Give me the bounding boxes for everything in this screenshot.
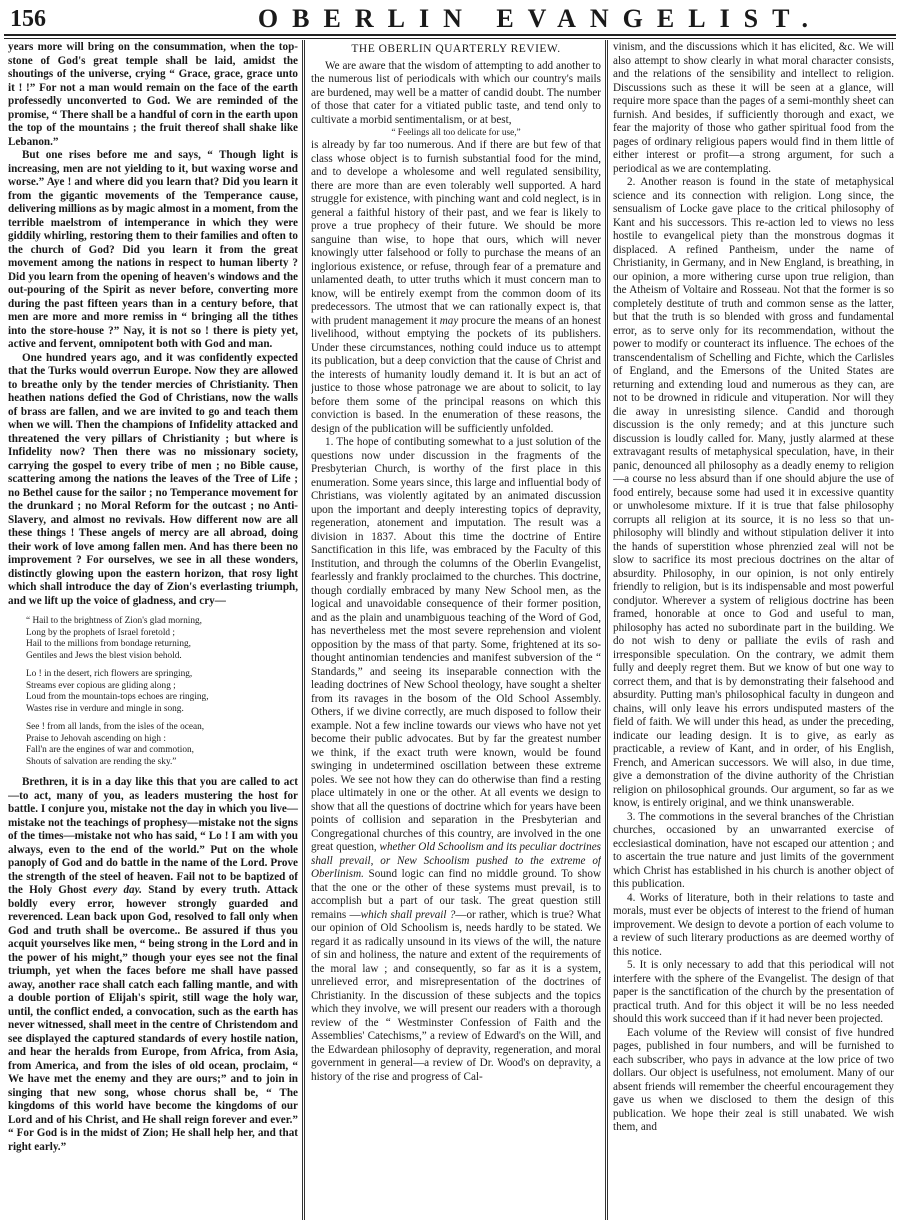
header-rule xyxy=(4,34,896,36)
column-middle xyxy=(311,41,601,1219)
epigraph: “ Feelings all too delicate for use,” xyxy=(391,128,521,138)
article-title: THE OBERLIN QUARTERLY REVIEW. xyxy=(351,43,561,55)
poem-line: Long by the prophets of Israel foretold ; xyxy=(26,627,175,638)
paragraph: But one rises before me and says, “ Though light is increasing, men are not yielding to it, but waxing worse and worse.” Aye ! and where did you learn that? Did you learn it from the gigantic movements of the Temperance cause, delivering millions as by magic almost in a moment, from the terrible maelstrom of intemperance in which they were giddily whirling, restoring them to their families and often to the church of God? Did you learn it from the great movement among the nations in respect to human liberty ? Did you learn from the opening of heaven's windows and the out-pouring of the Spirit as never before, converting more during the past fifteen years than in a century before, that men are more and more remiss in “ bringing all the tithes into the store-house ?” Nay, it is not so ! there is piety yet, active and fervent, omnipotent both with God and man. xyxy=(8,149,298,350)
column-divider xyxy=(605,40,608,1220)
column-divider xyxy=(302,40,305,1220)
page-number: 156 xyxy=(10,6,46,32)
paragraph: 2. Another reason is found in the state of metaphysical science and its connection with religion. Long since, the sensualism of Locke gave place to the critical philosophy of Kant and his successors. This re-action led to views no less hostile to evangelical piety than the monstrous dogmas it displaced. A refined Pantheism, under the name of Christianity, in Germany, and in New England, is breathing, in our opinion, a more withering curse upon true religion, than the Atheism of Voltaire and Rosseau. Not that the former is so completely destitute of truth and common sense as the latter, but that the truth is so blended with gross and fundamental error, as to serve only for its recommendation, without the power to modify or counteract its influence. The echoes of the transcendentalism of Schelling and Fichte, which the Carlisles of England, and the Emersons of the United States are returning and extending loud and numerous as they can, are not to be drowned in ridicule and vituperation. Nor will they die away in unresisting silence. Candid and thorough discussion is the only remedy; and at this juncture such discussion is loudly called for. Many, justly alarmed at these extravagant results of metaphysical speculation, have, in their panic, denounced all philosophy as a deadly enemy to religion—a course no less absurd than if one should abjure the use of food entirely, because some had used it in excessive quantity or unwholesome mixture. If it is true that false philosophy corrupts all religion at its source, it is no less so that un-philosophy will blindly and without stipulation deliver it into the hands of superstition whose phrenzied zeal will not be slow to sacrifice its most precious doctrines on the altar of absurdity. Philosophy, in our opinion, is not only entirely friendly to religion, but is its indispensable and most powerful condjutor. Wherever a system of religious doctrine has been framed, honorable at once to God and useful to man, philosophy has acted no subordinate part in the building. We do not wish to deny or palliate the evils of rash and irresponsible speculation. On the contrary, we admit them fully and deeply regret them. But we know of but one way to correct them, and that is by demonstrating their falsehood and absurdity. Putting man's philosophical faculty in dungeon and chains, will only leave his errors undisputed masters of the field of faith. We will under this head, as under the preceding, indicate our leading design. It is to give, as early as practicable, a review of Kant, and in order, of his English, French, and American successors. We will also, in due time, give a demonstration of the divine authority of the Christian religion on philosophical grounds. Our argument, so far as we know, is entirely original, and we think unanswerable. xyxy=(613,176,894,809)
paragraph: We are aware that the wisdom of attempting to add another to the numerous list of periodicals with which our country's mails are burdened, may well be a matter of candid doubt. The number of those that cater for a vitiated public taste, and tend only to cultivate a morbid sentimentalism, or at best, xyxy=(311,59,601,126)
poem-line: Shouts of salvation are rending the sky.” xyxy=(26,756,177,767)
poem-stanza xyxy=(26,722,298,768)
poem-stanza xyxy=(26,669,298,715)
poem-stanza xyxy=(26,616,298,662)
poem-line: See ! from all lands, from the isles of the ocean, xyxy=(26,722,205,732)
poem-line: Streams ever copious are gliding along ; xyxy=(26,680,176,691)
poem-line: Wastes rise in verdure and mingle in song. xyxy=(26,703,184,714)
poem-line: Lo ! in the desert, rich flowers are springing, xyxy=(26,669,193,679)
poem-line: Loud from the mountain-tops echoes are ringing, xyxy=(26,692,209,702)
paragraph: years more will bring on the consummation, when the top-stone of God's great temple shall be laid, amidst the shoutings of the universe, crying “ Grace, grace, grace unto it ! !” For not a man would remain on the face of the earth professedly unconverted to God. We are reminded of the promise, “ There shall be a handful of corn in the earth upon the top of the mountains ; the fruit thereof shall shake like Lebanon.” xyxy=(8,41,298,148)
paragraph: Each volume of the Review will consist of five hundred pages, published in four numbers, and will be furnished to each subscriber, who pays in advance at the low price of two dollars. Our object is usefulness, not emolument. Many of our absent friends will remember the cheerful encouragement they gave us when we disclosed to them the design of this publication. We hope their zeal is still unabated. We wish them, and xyxy=(613,1026,894,1133)
page-header xyxy=(0,0,900,36)
hymn-quotation xyxy=(26,616,298,768)
paragraph: Brethren, it is in a day like this that you are called to act—to act, many of you, as leaders mustering the host for battle. I conjure you, mistake not the day in which you live—mistake not the teachings of prophesy—mistake not the signs of the times—mistake not who has said, “ Lo ! I am with you always, even to the end of the world.” Put on the whole panoply of God and do battle in the name of the Lord. Prove the strength of the steel of heaven. Fail not to be baptized of the Holy Ghost every day. Stand by every truth. Attack boldly every error, however strongly guarded and reverenced. Lean back upon God, resolved to fall only when God and truth shall be overcome.. Be assured if thus you acquit yourselves like men, “ being strong in the Lord and in the power of his might,” though your eyes see not the final triumph, yet when the faces before me shall have passed away, another race shall catch each falling mantle, and with a double portion of Elijah's spirit, still wage the holy war, until, the conflict ended, a convocation, such as the earth has never witnessed, shall meet in the centre of Christendom and see displayed the captured standards of every hostile nation, and hear the heralds from Europe, from Africa, from Asia, from America, and from the isles of old ocean, proclaim, “ We have met the enemy and they are ours;” and to join in singing that new song, whose chorus shall be, “ The kingdoms of this world have become the kingdoms of our Lord and of his Christ, and He shall reign forever and ever.” “ For God is in the midst of Zion; He shall help her, and that right early.” xyxy=(8,776,298,1153)
header-rule-thin xyxy=(4,38,896,39)
paragraph: is already by far too numerous. And if there are but few of that class whose object is to furnish substantial food for the mind, and to develope a wholesome and well regulated sensibility, there are more than are even tolerably well supported. A hard struggle for existence, with pinching want and cold neglect, is in general a faithful history of their past, and we fear is likely to prove a true prophecy of their future. We should be more sanguine than wise, to hope that ours, which will never knowingly utter falsehood or folly to purchase the means of an inglorious existence, or refuse, through fear of a premature and unlamented death, to utter truths which it must concern man to know, will be entirely exempt from the common doom of its predecessors. The utmost that we can rationally expect is, that with prudent management it may procure the means of an honest livelihood, without emptying the pockets of its publishers. Under these circumstances, nothing could induce us to attempt its publication, but a deep conviction that the cause of Christ and the interests of humanity loudly demand it. It is but an act of justice to those whose patronage we are about to solicit, to lay before them some of the principal reasons on which this conviction is based. In the enumeration of these reasons, the design of the publication will be sufficiently unfolded. xyxy=(311,139,601,435)
paragraph: 5. It is only necessary to add that this periodical will not interfere with the sphere of the Evangelist. The design of that paper is the sanctification of the church by the presentation of practical truth. And for this object it will be no less needed should this work succeed than if it had never been projected. xyxy=(613,959,894,1025)
paragraph: 3. The commotions in the several branches of the Christian churches, occasioned by an unwarranted exercise of ecclesiastical domination, have not escaped our attention ; and to ascertain the true nature and just limits of the government which Christ has established in his church is another object of this publication. xyxy=(613,810,894,890)
poem-line: Fall'n are the engines of war and commotion, xyxy=(26,745,194,755)
poem-line: Gentiles and Jews the blest vision behold. xyxy=(26,650,182,661)
masthead-title: OBERLIN EVANGELIST. xyxy=(257,4,823,33)
column-left xyxy=(8,41,298,1219)
paragraph: vinism, and the discussions which it has elicited, &c. We will also attempt to show clearly in what moral character consists, and the relations of the sensibility and intellect to religion. Discussions such as these it will be seen at a glance, will require more space than the pages of a semi-monthly sheet can furnish. And besides, if sufficiently thorough and exact, we fear the majority of those who gather spiritual food from the pages of ordinary religious papers would find in them little of either interest or profit—a strong argument, for such a periodical as we are contemplating. xyxy=(613,41,894,175)
poem-line: “ Hail to the brightness of Zion's glad morning, xyxy=(26,616,202,626)
poem-line: Praise to Jehovah ascending on high : xyxy=(26,733,166,744)
column-right xyxy=(613,41,894,1219)
poem-line: Hail to the millions from bondage returning, xyxy=(26,639,191,649)
paragraph: 4. Works of literature, both in their relations to taste and morals, must ever be objects of interest to the friend of human improvement. We design to devote a portion of each volume to a review of such literary productions as are deemed worthy of this notice. xyxy=(613,891,894,958)
paragraph: 1. The hope of contibuting somewhat to a just solution of the questions now under discussion in the fragments of the Presbyterian Church, is worthy of the first place in this enumeration. Some years since, this large and influential body of Christians, was violently agitated by an animated discussion upon the important and deeply interesting topics of depravity, regeneration, atonement and imputation. The result was a division in 1837. About this time the doctrine of Entire Sanctification in this life, was embraced by the Faculty of this Institution, and through the columns of the Oberlin Evangelist, fearlessly and frankly proclaimed to the churches. This doctrine, though cordially embraced by many New School men, as the logical and unavoidable consequence of their former position, and as the plain and unambiguous teaching of the Word of God, has nevertheless met the most severe reprehension and violent opposition by the mass of that party. Some, frightened at its so-thought antinomian tendencies and manifest subversion of the “ Standards,” and seeing its inseparable connection with the leading doctrines of New School theology, have sought a shelter from its ravages in the bosom of the Old School Assembly. Others, if we divine correctly, are much disposed to follow their example. Not a few incline towards our views who have not yet become their public advocates. But by far the greatest number we think, if the exact truth were known, would be found swinging in undetermined oscillation between these extreme poles. We see not how they can do otherwise than find a resting place ultimately in one or the other. At all events we design to show that all the questions of doctrine which for years have been points of collision and separation in the Presbyterian and Congregational churches of this country, are involved in the one great question, whether Old Schoolism and its peculiar doctrines shall prevail, or New Schoolism pushed to the extreme of Oberlinism. Sound logic can find no middle ground. To show that the one or the other of these systems must prevail, is to accomplish but a part of our task. The great question still remains —which shall prevail ?—or rather, which is true? What our opinion of Old Schoolism is, needs hardly to be stated. We regard it as radically unsound in its views of the will, the nature of sin and holiness, the nature and extent of the requirements of the moral law ; and consequently, so far as it is a system, unrelieved error, and misrepresentation of the doctrines of Christianity. In the discussion of these subjects and the topics which they involve, we will present our readers with a thorough review of the “ Westminster Confession of Faith and the Assemblies' Catechisms,” a review of Edward's on the Will, and the Edwardean philosophy of depravity, regeneration, and moral government in general—a review of Dr. Wood's on depravity, a history of the rise and progress of Cal- xyxy=(311,436,601,1083)
paragraph: One hundred years ago, and it was confidently expected that the Turks would overrun Europe. Now they are allowed to breathe only by the tender mercies of Christianity. Then heathen nations defied the God of Christians, now the walls of brass are fallen, and we are invited to go and teach them when we will. Then the champions of Infidelity attacked and threatened the very pillars of Christianity ; but where is Infidelity now? Then there was no missionary society, carrying the gospel to every tribe of men ; no Bible cause, scattering among the nations the leaves of the Tree of Life ; no Bethel cause for the sailor ; no Temperance movement for the drunkard ; no Moral Reform for the outcast ; no Anti-Slavery, and almost no revivals. How different now are all these things ! These angels of mercy are all abroad, doing their work of love among fallen men. And has there been no improvement ? For ourselves, we see in all these wonders, distinctly glowing upon the eastern horizon, that rosy light which shall introduce the day of Zion's everlasting triumph, and we lift up the voice of gladness, and cry— xyxy=(8,351,298,607)
